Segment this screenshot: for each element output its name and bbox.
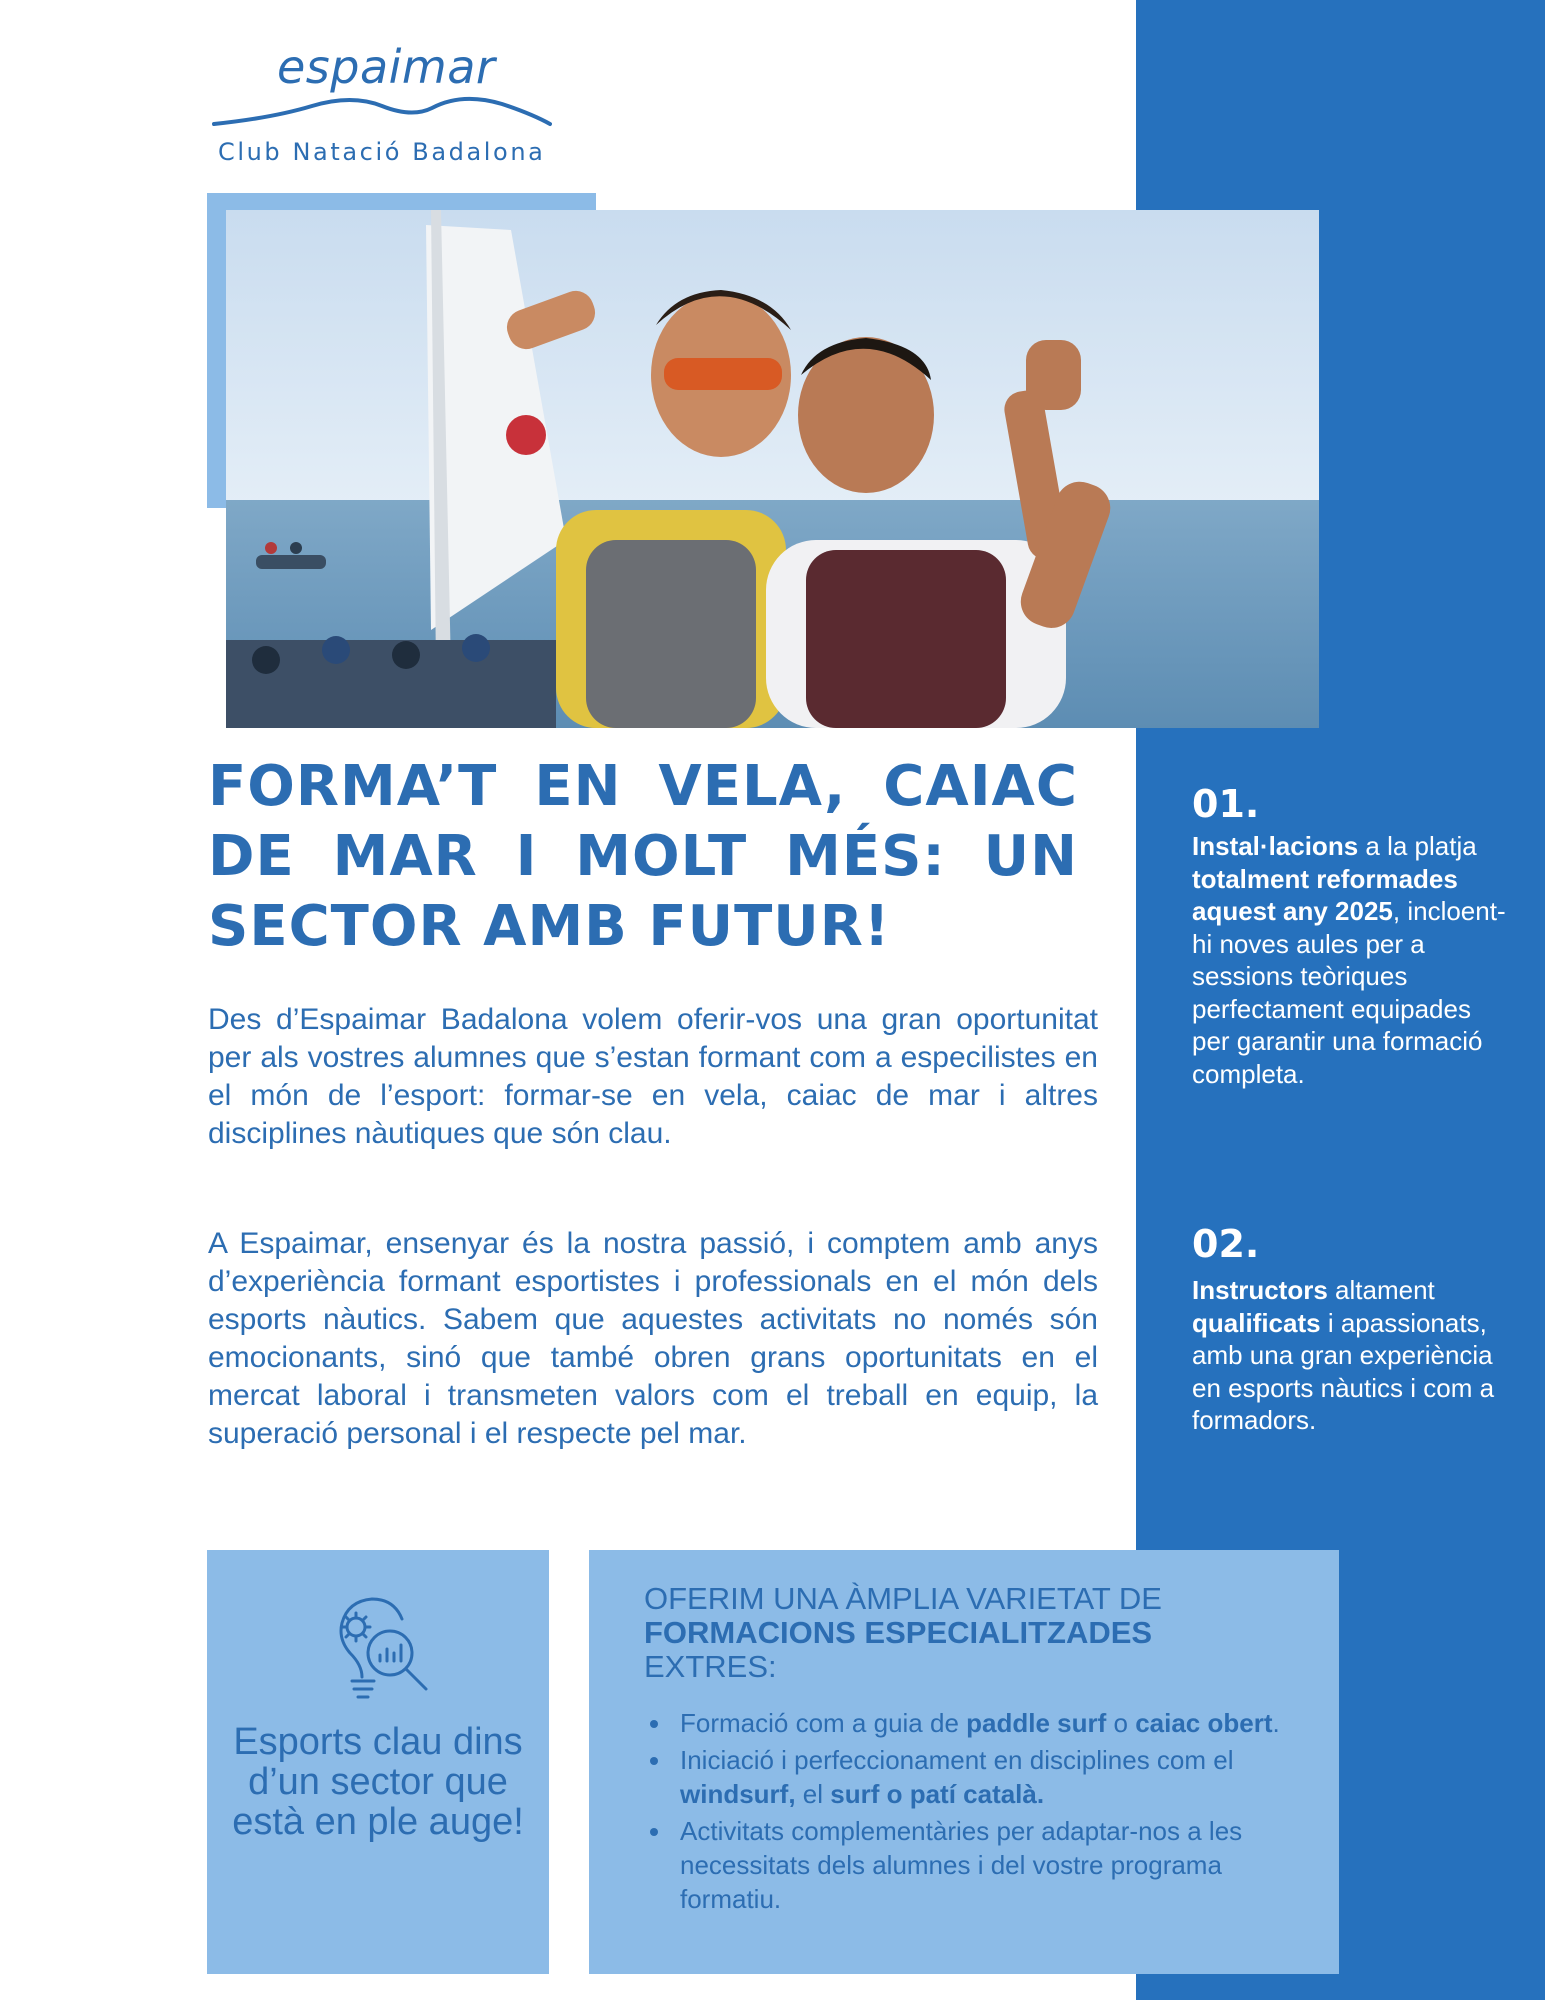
feature-number-2: 02. xyxy=(1192,1222,1260,1266)
offer-1-bold-4: caiac obert xyxy=(1135,1708,1273,1738)
highlight-text: Esports clau dins d’un sector que està en ple auge! xyxy=(232,1721,524,1843)
highlight-box xyxy=(207,1550,549,1974)
offers-title xyxy=(644,1582,1324,1684)
feature-2-bold-1: Instructors xyxy=(1192,1275,1328,1305)
feature-number-1: 01. xyxy=(1192,782,1260,826)
offers-title-bold: FORMACIONS ESPECIALITZADES xyxy=(644,1615,1153,1650)
offer-3-text-1: Activitats complementàries per adaptar-nos a les necessitats dels alumnes i del vostre programa formatiu. xyxy=(680,1816,1243,1914)
club-logo xyxy=(212,40,552,170)
offer-2-text-1: Iniciació i perfeccionament en disciplines com el xyxy=(680,1745,1234,1775)
intro-paragraph-1: Des d’Espaimar Badalona volem oferir-vos una gran oportunitat per als vostres alumnes que s’estan formant com a especilistes en el món de l’esport: formar-se en vela, caiac de mar i altres disciplines nàutiques que són clau. xyxy=(208,1003,1098,1150)
offers-list xyxy=(644,1706,1294,1919)
bullet-icon xyxy=(650,1757,658,1765)
offer-1-text-1: Formació com a guia de xyxy=(680,1708,967,1738)
list-item xyxy=(644,1743,1294,1811)
offer-1-bold-2: paddle surf xyxy=(966,1708,1107,1738)
list-item xyxy=(644,1706,1294,1740)
feature-1-text-2: a la platja xyxy=(1358,831,1477,861)
bullet-icon xyxy=(650,1828,658,1836)
bullet-icon xyxy=(650,1720,658,1728)
offers-title-line-1: OFERIM UNA ÀMPLIA VARIETAT DE xyxy=(644,1581,1162,1616)
feature-1-bold-3: totalment reformades aquest any 2025 xyxy=(1192,863,1458,926)
logo-subtitle: Club Natació Badalona xyxy=(218,138,546,166)
feature-2-bold-3: qualificats xyxy=(1192,1307,1321,1338)
list-item xyxy=(644,1814,1294,1916)
two-young-sailors-beach-photo xyxy=(226,210,1319,728)
offers-box xyxy=(589,1550,1339,1974)
offer-2-text-3: el xyxy=(795,1779,831,1809)
offer-1-text-3: o xyxy=(1106,1708,1136,1738)
feature-1-text-4: , incloent-hi noves aules per a sessions teòriques perfectament equipades per garantir una formació completa. xyxy=(1192,896,1506,1089)
offer-1-text-5: . xyxy=(1272,1708,1280,1738)
feature-1-bold-1: Instal·lacions xyxy=(1192,831,1359,861)
feature-text-2 xyxy=(1192,1274,1512,1437)
logo-wordmark: espaimar xyxy=(277,40,496,94)
feature-text-1 xyxy=(1192,830,1512,1090)
offer-2-bold-4: surf o patí català. xyxy=(830,1779,1045,1809)
hero-photo xyxy=(226,210,1319,728)
wave-icon xyxy=(212,88,552,128)
feature-2-text-2: altament xyxy=(1327,1275,1435,1305)
lightbulb-gear-magnifier-chart-icon xyxy=(322,1593,434,1705)
offer-2-bold-2: windsurf, xyxy=(680,1779,796,1809)
offers-title-line-3: EXTRES: xyxy=(644,1649,777,1684)
feature-2-text-4: i apassionats, amb una gran experiència en esports nàutics i com a formadors. xyxy=(1192,1307,1495,1435)
intro-paragraph-2: A Espaimar, ensenyar és la nostra passió, i comptem amb anys d’experiència formant esportistes i professionals en el món dels esports nàutics. Sabem que aquestes activitats no només són emocionants, sinó que també obren grans oportunitats en el mercat laboral i transmeten valors com el treball en equip, la superació personal i el respecte pel mar. xyxy=(208,1227,1098,1450)
page-headline: FORMA’T EN VELA, CAIAC DE MAR I MOLT MÉS: UN SECTOR AMB FUTUR! xyxy=(208,754,1078,959)
